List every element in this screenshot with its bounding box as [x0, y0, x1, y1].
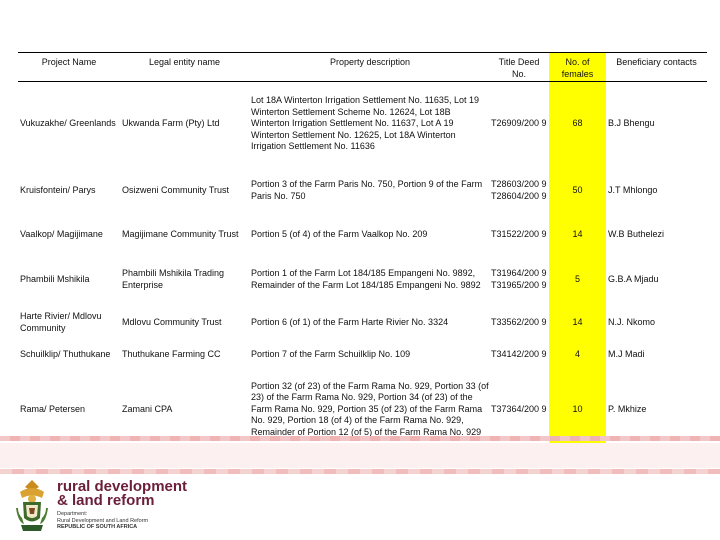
cell-project: Vukuzakhe/ Greenlands	[20, 118, 116, 128]
header-property-description: Property description	[329, 57, 411, 67]
footer-decorative-band	[0, 436, 720, 474]
cell-deed: T31522/200 9	[491, 228, 547, 239]
logo-subtitle	[57, 511, 148, 531]
cell-property: Portion 6 (of 1) of the Farm Harte Rivier No. 3324	[251, 316, 449, 327]
cell-property: Portion 3 of the Farm Paris No. 750, Portion 9 of the Farm Paris No. 750	[251, 179, 483, 201]
coat-of-arms-icon	[12, 478, 52, 534]
logo-dept-name: Rural Development and Land Reform	[57, 517, 149, 524]
cell-entity: Magijimane Community Trust	[122, 228, 239, 239]
logo-title-line2: & land reform	[57, 492, 155, 509]
cell-entity: Thuthukane Farming CC	[122, 348, 221, 359]
footer-band-middle	[0, 443, 720, 468]
cell-property: Portion 5 (of 4) of the Farm Vaalkop No. 209	[251, 228, 428, 239]
cell-property: Portion 32 (of 23) of the Farm Rama No. 929, Portion 33 (of 23) of the Farm Rama No. 929, Portion 34 (of 23) of the Farm Rama No. 929, Portion 35 (of 23) of the Farm Rama No. 929, Portion 18 (of 4) of the Farm Rama No. 929, Remainder of Portion 12 (of 5) of the Farm Rama No. 929	[251, 380, 489, 437]
cell-deed: T37364/200 9	[491, 403, 547, 414]
logo-title-line1: rural development	[57, 478, 188, 495]
cell-contacts: N.J. Nkomo	[608, 316, 656, 327]
footer-band-bottom	[0, 469, 720, 474]
table-row	[18, 216, 707, 254]
cell-property: Portion 1 of the Farm Lot 184/185 Empangeni No. 9892, Remainder of the Farm Lot 184/185 Empangeni No. 9892	[251, 268, 481, 290]
cell-deed: T26909/200 9	[491, 118, 547, 128]
cell-property: Portion 7 of the Farm Schuilklip No. 109	[251, 348, 411, 359]
table-row	[18, 306, 707, 340]
cell-entity: Osizweni Community Trust	[122, 184, 230, 195]
header-legal-entity: Legal entity name	[148, 57, 221, 67]
cell-deed: T28603/200 9 T28604/200 9	[491, 179, 547, 201]
logo-dept-label: Department:	[57, 511, 88, 517]
cell-contacts: M.J Madi	[608, 348, 645, 359]
cell-contacts: P. Mkhize	[608, 403, 647, 414]
cell-entity: Zamani CPA	[122, 403, 173, 414]
header-beneficiary-contacts: Beneficiary contacts	[616, 57, 697, 67]
cell-females: 14	[549, 306, 606, 340]
cell-entity: Phambili Mshikila Trading Enterprise	[122, 268, 225, 290]
header-females: No. of females	[549, 53, 606, 82]
cell-project: Phambili Mshikila	[20, 273, 90, 284]
cell-contacts: J.T Mhlongo	[608, 184, 658, 195]
cell-contacts: B.J Bhengu	[608, 118, 655, 128]
cell-females: 50	[549, 166, 606, 216]
department-logo	[12, 478, 202, 538]
cell-deed: T33562/200 9	[491, 316, 547, 327]
cell-project: Kruisfontein/ Parys	[20, 184, 96, 195]
land-reform-table-container	[18, 52, 707, 450]
cell-deed: T31964/200 9 T31965/200 9	[491, 268, 547, 290]
cell-contacts: W.B Buthelezi	[608, 228, 665, 239]
table-row	[18, 340, 707, 370]
table-header-row	[18, 53, 707, 82]
land-reform-table	[18, 52, 707, 450]
cell-entity: Mdlovu Community Trust	[122, 316, 222, 327]
cell-project: Harte Rivier/ Mdlovu Community	[20, 311, 102, 333]
cell-females: 5	[549, 254, 606, 306]
cell-contacts: G.B.A Mjadu	[608, 273, 659, 284]
cell-females: 14	[549, 216, 606, 254]
cell-project: Vaalkop/ Magijimane	[20, 228, 103, 239]
cell-project: Rama/ Petersen	[20, 403, 86, 414]
logo-country: REPUBLIC OF SOUTH AFRICA	[57, 524, 138, 530]
cell-females: 68	[549, 82, 606, 166]
cell-females: 4	[549, 340, 606, 370]
header-title-deed: Title Deed No.	[498, 57, 540, 79]
header-project-name: Project Name	[41, 57, 97, 67]
cell-deed: T34142/200 9	[491, 348, 547, 359]
cell-entity: Ukwanda Farm (Pty) Ltd	[122, 118, 220, 128]
cell-property: Lot 18A Winterton Irrigation Settlement No. 11635, Lot 19 Winterton Settlement Scheme No. 12624, Lot 18B Winterton Irrigation Settlement No. 11637, Lot A 19 Winterton Settlement No. 12625, Lot 18A Winterton Irrigation Settlement No. 11636	[251, 95, 479, 151]
logo-title	[57, 480, 187, 508]
cell-females: 10	[549, 370, 606, 450]
table-row	[18, 166, 707, 216]
cell-project: Schuilklip/ Thuthukane	[20, 348, 111, 359]
table-row	[18, 254, 707, 306]
table-row	[18, 82, 707, 166]
footer-band-top	[0, 436, 720, 441]
